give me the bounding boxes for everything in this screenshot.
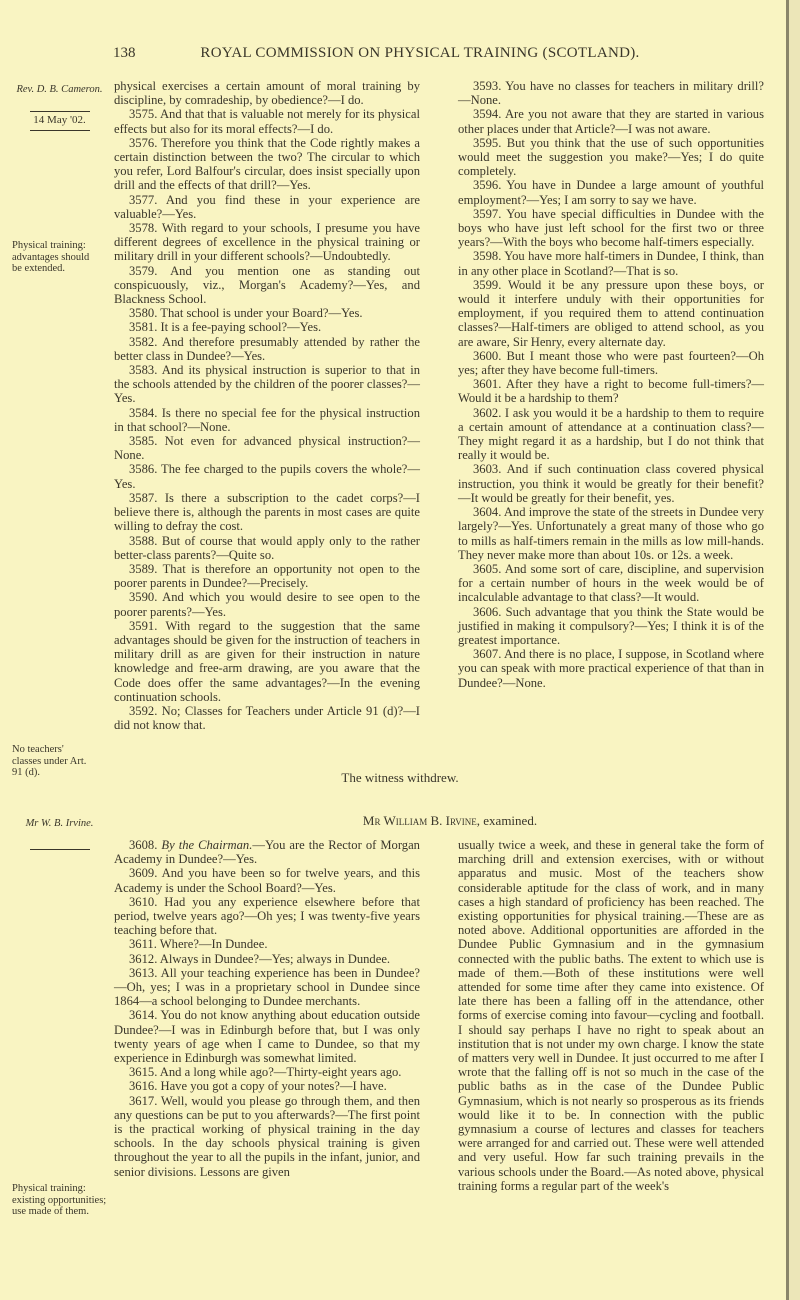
running-title: ROYAL COMMISSION ON PHYSICAL TRAINING (SCOTLAND).	[200, 45, 640, 61]
question-text: —You are the Rector of Morgan Academy in Dundee?—Yes.	[114, 838, 420, 867]
margin-witness-irvine	[12, 818, 107, 830]
paragraph: 3582. And therefore presumably attended by rather the better class in Dundee?—Yes.	[114, 334, 420, 363]
witness-name: Rev. D. B. Cameron.	[16, 84, 103, 95]
paragraph: 3606. Such advantage that you think the State would be justified in making it compulsory?—Yes; I think it is of the greatest importance.	[458, 604, 764, 647]
paragraph: 3591. With regard to the suggestion that the same advantages should be given for the instruction of teachers in military drill as are given for their instruction in nature knowledge and free-arm drawing, are you aware that the Code does offer the same advantages?—In the evening continuation schools.	[114, 618, 420, 704]
paragraph: 3611. Where?—In Dundee.	[129, 937, 268, 952]
paragraph: 3577. And you find these in your experience are valuable?—Yes.	[114, 192, 420, 221]
paragraph: 3610. Had you any experience elsewhere before that period, twelve years ago?—Oh yes; I was twenty-five years teaching before that.	[114, 894, 420, 938]
paragraph: 3593. You have no classes for teachers in military drill?—None.	[458, 79, 764, 108]
paragraph: 3584. Is there no special fee for the physical instruction in that school?—None.	[114, 405, 420, 434]
margin-note-physical-training: Physical training: advantages should be extended.	[12, 240, 90, 274]
page-number: 138	[113, 45, 136, 61]
examination-heading	[120, 813, 780, 829]
witness-name: Mr W. B. Irvine.	[25, 818, 94, 829]
paragraph: 3592. No; Classes for Teachers under Article 91 (d)?—I did not know that.	[114, 703, 420, 733]
paragraph: 3598. You have more half-timers in Dundee, I think, than in any other place in Scotland?—That is so.	[458, 249, 764, 278]
paragraph: 3586. The fee charged to the pupils covers the whole?—Yes.	[114, 462, 420, 491]
top-left-column	[114, 79, 420, 732]
paragraph: physical exercises a certain amount of moral training by discipline, by comradeship, by obedience?—I do.	[114, 79, 420, 108]
paragraph: 3602. I ask you would it be a hardship to them to require a certain amount of attendance at a continuation class?—They might regard it as a hardship, but I do not think that really it would be.	[458, 405, 764, 463]
margin-note-no-teachers-classes: No teachers' classes under Art. 91 (d).	[12, 744, 87, 778]
top-right-column	[458, 79, 764, 690]
paragraph: 3617. Well, would you please go through them, and then any questions can be put to you afterwards?—The first point is the practical working of physical training in the day schools. In the day schools physical training is given throughout the year to all the pupils in the infant, junior, and senior divisions. Lessons are given	[114, 1093, 420, 1179]
paragraph: 3583. And its physical instruction is superior to that in the schools attended by the children of the poorer classes?—Yes.	[114, 363, 420, 406]
paragraph: 3607. And there is no place, I suppose, in Scotland where you can speak with more practical experience of that than in Dundee?—None.	[458, 647, 764, 690]
paragraph: 3595. But you think that the use of such opportunities would meet the suggestion you make?—Yes; I do quite completely.	[458, 135, 764, 179]
paragraph: 3605. And some sort of care, discipline, and supervision for a certain number of hours in the week would be of incalculable advantage to that class?—It would.	[458, 561, 764, 605]
paragraph: 3588. But of course that would apply only to the rather better-class parents?—Quite so.	[114, 533, 420, 562]
paragraph: 3616. Have you got a copy of your notes?—I have.	[129, 1079, 387, 1094]
paragraph: 3585. Not even for advanced physical instruction?—None.	[114, 434, 420, 463]
bottom-right-column	[458, 838, 764, 1193]
paragraph: 3580. That school is under your Board?—Yes.	[129, 306, 363, 321]
divider	[30, 130, 90, 131]
paragraph: 3604. And improve the state of the streets in Dundee very largely?—Yes. Unfortunately a great many of those who go to mills as half-timers remain in the mills as low mill-hands. They never make more than about 10s. or 12s. a week.	[458, 505, 764, 562]
paragraph: 3576. Therefore you think that the Code rightly makes a certain distinction between the two? The circular to which you refer, Lord Balfour's circular, does insist specially upon drill and the effects of that drill?—Yes.	[114, 135, 420, 193]
paragraph: 3613. All your teaching experience has been in Dundee?—Oh, yes; I was in a proprietary school in Dundee since 1864—a school belonging to Dundee merchants.	[114, 965, 420, 1009]
paragraph: 3601. After they have a right to become full-timers?—Would it be a hardship to them?	[458, 377, 764, 406]
paragraph: 3596. You have in Dundee a large amount of youthful employment?—Yes; I am sorry to say we have.	[458, 178, 764, 207]
margin-note-existing-opportunities: Physical training: existing opportunities; use made of them.	[12, 1183, 107, 1217]
divider	[30, 111, 90, 112]
paragraph: 3594. Are you not aware that they are started in various other places under that Article?—I was not aware.	[458, 107, 764, 136]
paragraph: 3615. And a long while ago?—Thirty-eight years ago.	[129, 1065, 402, 1080]
margin-witness-cameron	[12, 84, 107, 96]
examined-label: , examined.	[476, 813, 538, 828]
paragraph: 3579. And you mention one as standing out conspicuously, viz., Morgan's Academy?—Yes, and Blackness School.	[114, 263, 420, 307]
margin-date: 14 May '02.	[33, 114, 86, 126]
paragraph: 3578. With regard to your schools, I presume you have different degrees of excellence in the physical training or military drill in your different schools?—Undoubtedly.	[114, 221, 420, 264]
paragraph: 3587. Is there a subscription to the cadet corps?—I believe there is, although the parents in most cases are quite willing to defray the cost.	[114, 490, 420, 534]
paragraph: 3590. And which you would desire to see open to the poorer parents?—Yes.	[114, 590, 420, 619]
adjacent-page-edge	[786, 0, 800, 1300]
paragraph: 3575. And that that is valuable not merely for its physical effects but also for its moral effects?—I do.	[114, 107, 420, 136]
paragraph: 3589. That is therefore an opportunity not open to the poorer parents in Dundee?—Precisely.	[114, 561, 420, 591]
paragraph: 3609. And you have been so for twelve years, and this Academy is under the School Board?—Yes.	[114, 866, 420, 895]
paragraph: usually twice a week, and these in general take the form of marching drill and extension exercises, with or without apparatus and music. Most of the teachers show considerable aptitude for the class of work, and in many cases a high standard of proficiency has been reached. The existing opportunities for physical training.—These are as noted above. Additional opportunities are afforded in the Dundee Public Gymnasium and in the gymnasium connected with the public baths. The extent to which use is made of them.—Both of these institutions were well attended for some time after they came into existence. Of late there has been a falling off in the attendance, other forms of exercise coming into favour—cycling and football. I should say perhaps I have no right to speak about an institution that is not under my own charge. I know the state of matters very well in Dundee. It just occurred to me after I wrote that the falling off is not so much in the case of the public baths as in the case of the Dundee Public Gymnasium, which is not nearly so prosperous as its friends would like it to be. In connection with the public gymnasium a course of lectures and classes for teachers were arranged for and carried out. These were well attended and very useful. How far such training prevails in the various schools under the Board.—As noted above, physical training forms a regular part of the week's	[458, 838, 764, 1193]
paragraph: 3600. But I meant those who were past fourteen?—Oh yes; after they have become full-timers.	[458, 348, 764, 378]
paragraph: 3581. It is a fee-paying school?—Yes.	[129, 320, 322, 335]
speaker: By the Chairman.	[161, 838, 253, 852]
paragraph: 3612. Always in Dundee?—Yes; always in Dundee.	[129, 951, 391, 966]
divider	[30, 849, 90, 850]
paragraph: 3599. Would it be any pressure upon these boys, or would it interfere unduly with their opportunities for employment, if you required them to attend continuation classes?—Half-timers are obliged to attend school, as you are aware, Sir Henry, every alternate day.	[458, 277, 764, 349]
witness-withdrew: The witness withdrew.	[341, 770, 459, 785]
paragraph	[114, 838, 420, 866]
paragraph: 3603. And if such continuation class covered physical instruction, you think it would be greatly for their benefit?—It would be greatly for their benefit, yes.	[458, 462, 764, 505]
bottom-left-column	[114, 838, 420, 1179]
question-number: 3608.	[129, 838, 158, 852]
witness-full-name: Mr William B. Irvine	[362, 813, 477, 828]
paragraph: 3614. You do not know anything about education outside Dundee?—I was in Edinburgh before that, but I was only twenty years of age when I came to Dundee, so that my experience in Edinburgh was somewhat limited.	[114, 1008, 420, 1066]
paragraph: 3597. You have special difficulties in Dundee with the boys who have just left school for the first two or three years?—With the boys who become half-timers especially.	[458, 206, 764, 250]
